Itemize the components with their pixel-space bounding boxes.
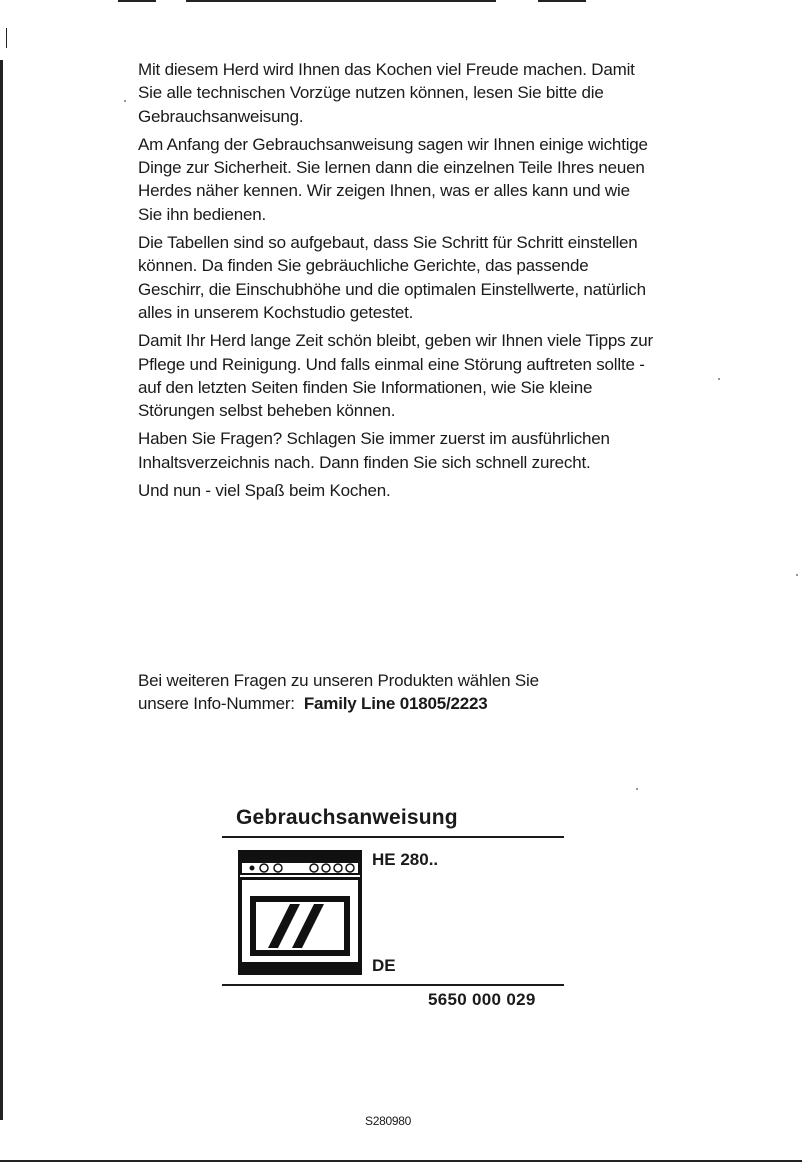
- scan-border-left: [6, 28, 7, 48]
- manual-title: Gebrauchsanweisung: [236, 806, 458, 829]
- scan-border-top: [538, 0, 586, 2]
- intro-paragraph: Haben Sie Fragen? Schlagen Sie immer zuerst im ausführlichen Inhaltsverzeichnis nach. Dann finden Sie sich schnell zurecht.: [138, 429, 610, 472]
- contact-prefix: unsere Info-Nummer:: [138, 694, 295, 714]
- language-code: DE: [372, 956, 396, 975]
- footer-code: S280980: [365, 1114, 411, 1128]
- intro-paragraph: Und nun - viel Spaß beim Kochen.: [138, 481, 391, 501]
- scan-speck: [124, 100, 126, 102]
- oven-icon: [238, 850, 362, 975]
- oven-illustration: [238, 850, 362, 975]
- hotline-number: Family Line 01805/2223: [303, 694, 488, 714]
- scan-speck: [718, 378, 720, 380]
- intro-paragraph: Damit Ihr Herd lange Zeit schön bleibt, geben wir Ihnen viele Tipps zur Pflege und Reinigung. Und falls einmal eine Störung auftreten sollte - auf den letzten Seiten finden Sie Informationen, wie Sie kleine Störungen selbst beheben können.: [138, 331, 653, 421]
- bottom-rule: [222, 984, 564, 986]
- scan-border-left: [0, 60, 3, 1120]
- scan-speck: [636, 788, 638, 790]
- scan-speck: [796, 574, 798, 576]
- intro-paragraph: Am Anfang der Gebrauchsanweisung sagen wir Ihnen einige wichtige Dinge zur Sicherheit. Sie lernen dann die einzelnen Teile Ihres neuen Herdes näher kennen. Wir zeigen Ihnen, was er alles kann und wie Sie ihn bedienen.: [138, 134, 648, 224]
- model-number: HE 280..: [372, 850, 439, 869]
- scan-border-top: [118, 0, 156, 2]
- intro-text: [138, 58, 658, 507]
- part-number: 5650 000 029: [428, 990, 536, 1009]
- scan-border-top: [186, 0, 496, 2]
- contact-line: [138, 692, 698, 715]
- intro-paragraph: Die Tabellen sind so aufgebaut, dass Sie Schritt für Schritt einstellen können. Da finden Sie gebräuchliche Gerichte, das passende Geschirr, die Einschubhöhe und die optimalen Einstellwerte, natürlich alles in unserem Kochstudio getestet.: [138, 233, 646, 322]
- title-rule: [222, 836, 564, 838]
- contact-line: Bei weiteren Fragen zu unseren Produkten wählen Sie: [138, 671, 539, 690]
- intro-paragraph: Mit diesem Herd wird Ihnen das Kochen viel Freude machen. Damit Sie alle technischen Vorzüge nutzen können, lesen Sie bitte die Gebrauchsanweisung.: [138, 60, 635, 126]
- scan-border-bottom: [0, 1160, 802, 1162]
- contact-info: [138, 669, 698, 716]
